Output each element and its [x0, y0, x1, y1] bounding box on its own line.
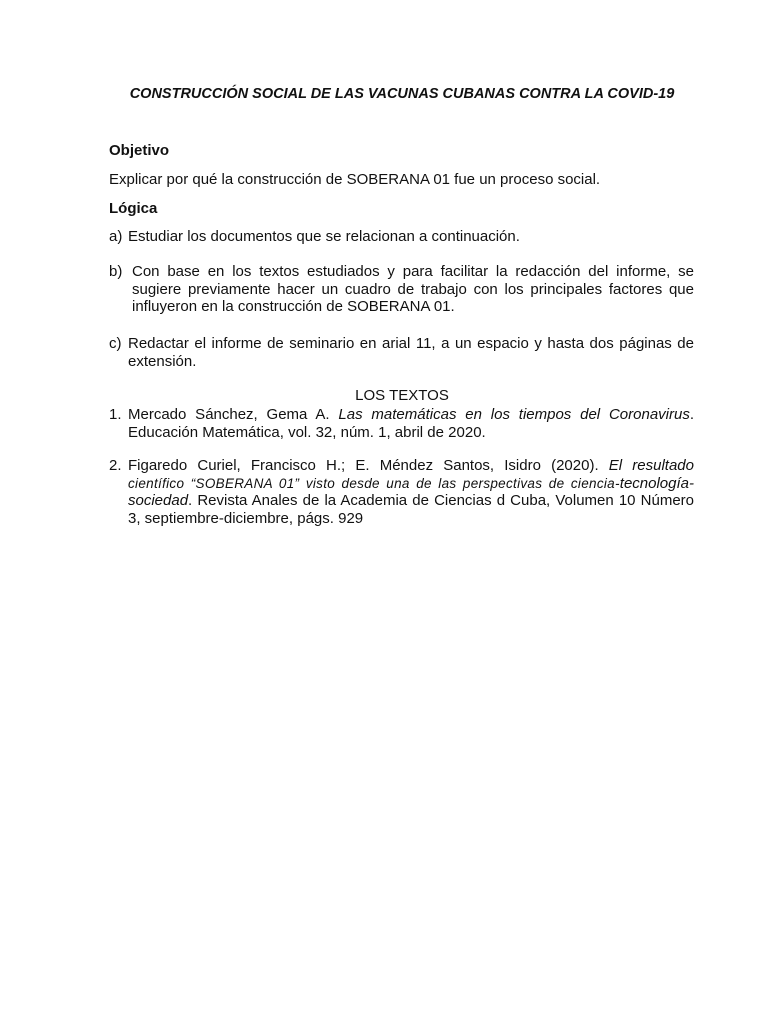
reference-text — [128, 406, 694, 441]
reference-title: Las matemáticas en los tiempos del Coronavirus — [338, 406, 690, 423]
list-marker: a) — [109, 228, 123, 245]
list-item-text: Redactar el informe de seminario en arial 11, a un espacio y hasta dos páginas de extensión. — [128, 335, 694, 370]
objective-text: Explicar por qué la construcción de SOBERANA 01 fue un proceso social. — [109, 171, 601, 188]
logic-item-c — [109, 335, 694, 370]
logic-item-b — [109, 263, 694, 316]
reference-title-start: El resultado — [608, 457, 694, 474]
list-item-text: Estudiar los documentos que se relacionan a continuación. — [128, 228, 520, 245]
list-marker: 1. — [109, 406, 122, 423]
list-marker: b) — [109, 263, 123, 280]
reference-title-end: tecnología-sociedad — [128, 474, 694, 509]
reference-authors: Figaredo Curiel, Francisco H.; E. Méndez Santos, Isidro (2020). — [128, 457, 609, 474]
list-marker: c) — [109, 335, 122, 352]
document-title: CONSTRUCCIÓN SOCIAL DE LAS VACUNAS CUBANAS CONTRA LA COVID-19 — [129, 86, 675, 102]
list-marker: 2. — [109, 457, 122, 474]
reference-source: . Revista Anales de la Academia de Ciencias d Cuba, Volumen 10 Número 3, septiembre-diciembre, págs. 929 — [128, 492, 694, 527]
objective-heading: Objetivo — [109, 142, 170, 159]
logic-item-a — [109, 228, 694, 246]
reference-title-middle: científico “SOBERANA 01” visto desde una de las perspectivas de ciencia- — [128, 475, 620, 491]
reference-2 — [109, 457, 694, 527]
reference-text — [128, 457, 694, 527]
logic-heading: Lógica — [109, 200, 158, 217]
reference-authors: Mercado Sánchez, Gema A. — [128, 406, 339, 423]
reference-source: . Educación Matemática, vol. 32, núm. 1, abril de 2020. — [128, 406, 695, 441]
texts-heading: LOS TEXTOS — [355, 387, 449, 404]
reference-1 — [109, 406, 694, 441]
list-item-text: Con base en los textos estudiados y para facilitar la redacción del informe, se sugiere previamente hacer un cuadro de trabajo con los principales factores que influyeron en la construcción de SOBERANA 01. — [132, 263, 694, 315]
